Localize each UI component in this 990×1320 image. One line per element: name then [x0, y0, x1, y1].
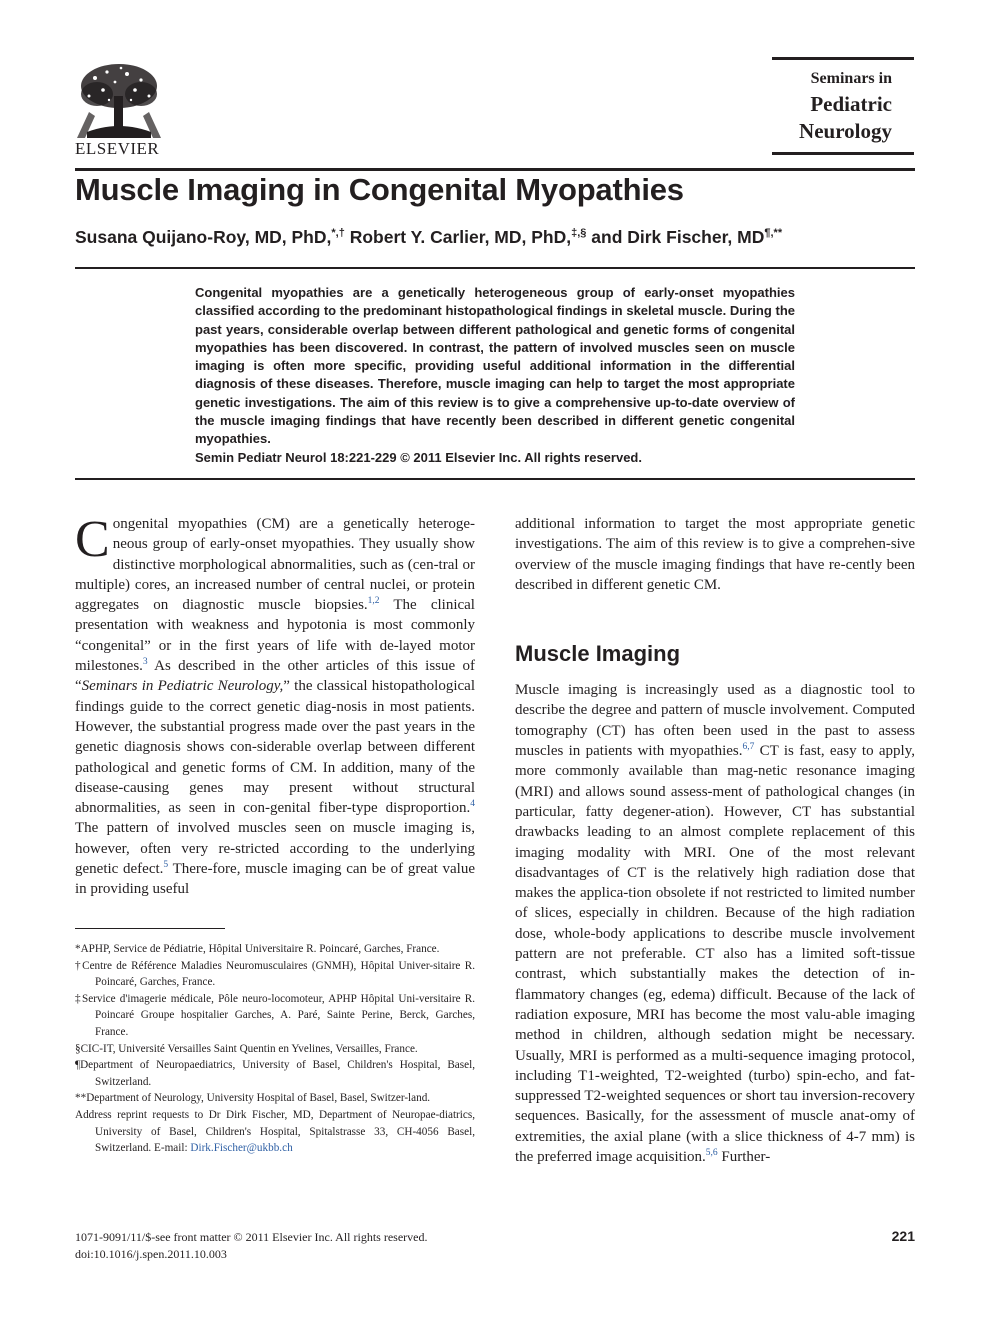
- footnote: *APHP, Service de Pédiatrie, Hôpital Universitaire R. Poincaré, Garches, France.: [75, 943, 440, 955]
- footnote: ‡Service d'imagerie médicale, Pôle neuro-locomoteur, APHP Hôpital Uni-versitaire R. Poincaré Groupe hospitalier Garches, A. Paré, Sainte Perine, Berck, Garches, France.: [75, 992, 475, 1038]
- footnote: †Centre de Référence Maladies Neuromusculaires (GNMH), Hôpital Univer-sitaire R. Poincaré, Garches, France.: [75, 959, 475, 989]
- publisher-name: ELSEVIER: [75, 139, 160, 158]
- author-affiliation-marks: ‡,§: [571, 227, 587, 239]
- body-text: ” the classical histopathological findings guide to the correct genetic diag-nosis in most patients. However, the substantial progress made over the past years in the genetic diagnosis shows con-siderable overlap between different pathological and genetic forms of CM. In addition, many of the disease-causing genes may present without structural abnormalities, as seen in con-genital fiber-type disproportion.: [75, 678, 476, 817]
- journal-name-line2: Neurology: [799, 119, 892, 143]
- footnote: §CIC-IT, Université Versailles Saint Quentin en Yvelines, Versailles, France.: [75, 1042, 418, 1055]
- body-text: There-fore, muscle imaging can be of great value in providing useful: [75, 861, 475, 898]
- reference-link[interactable]: 5,6: [705, 1148, 718, 1159]
- title-rule: [75, 267, 915, 269]
- page-footer: [75, 1229, 427, 1262]
- drop-cap: C: [75, 511, 110, 568]
- page-number: 221: [891, 1228, 915, 1244]
- author-name: and Dirk Fischer, MD: [586, 227, 765, 247]
- reference-link[interactable]: 5: [163, 860, 169, 871]
- citation-line: Semin Pediatr Neurol 18:221-229 © 2011 Elsevier Inc. All rights reserved.: [195, 449, 642, 465]
- intro-paragraph: [75, 511, 476, 900]
- journal-series: Seminars in: [810, 70, 892, 87]
- reprint-address: [75, 1107, 475, 1157]
- elsevier-logo: [75, 60, 165, 160]
- section-heading: Muscle Imaging: [515, 641, 681, 667]
- abstract: [195, 284, 795, 467]
- author-name: Robert Y. Carlier, MD, PhD,: [344, 227, 572, 247]
- body-text: The pattern of involved muscles seen on muscle imaging is, however, often very re-stricted according to the underlying genetic defect.: [75, 820, 475, 878]
- author-affiliation-marks: *,†: [331, 227, 345, 239]
- body-text: The clinical presentation with weakness and hypotonia is most commonly “congenital” or in the first years of life with de-layed motor milestones.: [75, 597, 475, 675]
- footnote: ¶Department of Neuropaediatrics, University of Basel, Children's Hospital, Basel, Switzerland.: [75, 1059, 475, 1088]
- tree-icon: [75, 60, 163, 138]
- intro-continuation: additional information to target the most appropriate genetic investigations. The aim of this review is to give a comprehen-sive overview of the muscle imaging findings that have re-cently been described in different genetic CM.: [515, 516, 915, 593]
- email-link[interactable]: Dirk.Fischer@ukbb.ch: [190, 1142, 293, 1155]
- author-affiliation-marks: ¶,**: [764, 227, 783, 239]
- top-rule: [75, 168, 915, 171]
- abstract-rule: [75, 478, 915, 480]
- journal-mention: Seminars in Pediatric Neurology,: [81, 678, 284, 695]
- muscle-imaging-paragraph: [515, 680, 915, 1167]
- reference-link[interactable]: 6,7: [742, 742, 755, 753]
- reference-link[interactable]: 4: [470, 799, 475, 810]
- body-column-right: [515, 514, 915, 1167]
- body-text: Muscle imaging is increasingly used as a diagnostic tool to describe the degree and pattern of muscle involvement. Computed tomography (CT) has often been used in the past to assess muscles in patients with myopathies.: [515, 682, 915, 760]
- article-title: Muscle Imaging in Congenital Myopathies: [75, 172, 684, 207]
- journal-masthead: [772, 57, 914, 155]
- abstract-text: Congenital myopathies are a genetically heterogeneous group of early-onset myopathies classified according to the predominant histopathological findings in skeletal muscle. During the past years, considerable overlap between different pathological and genetic forms of congenital myopathies has been discovered. In contrast, the pattern of involved muscles seen on muscle imaging is often more specific, providing useful additional information in the differential diagnosis of these diseases. Therefore, muscle imaging can help to target the most appropriate genetic investigations. The aim of this review is to give a comprehensive up-to-date overview of the muscle imaging findings that have recently been described in different genetic congenital myopathies.: [195, 285, 795, 447]
- affiliation-footnotes: [75, 941, 475, 1157]
- doi-line: doi:10.1016/j.spen.2011.10.003: [75, 1246, 227, 1261]
- body-text: CT is fast, easy to apply, more commonly available than mag-netic resonance imaging (MRI) and allows sound assess-ment of pathological changes (in particular, fatty degener-ation). However, CT has substantial drawbacks leading to an almost complete replacement of this imaging modality with MRI. One of the most relevant disadvantages of CT is the relatively high radiation dose that makes the applica-tion obsolete if not restricted to limited number of slices, especially in children. Because of the high radiation dose, whole-body applications to describe muscle involvement pattern are not preferable. CT also has a limited soft-tissue contrast, which substantially makes the detection of in-flammatory changes (eg, edema) difficult. Because of the lack of radiation exposure, MRI has become the most valu-able imaging method in children, although sedation might be necessary. Usually, MRI is performed as a multi-sequence imaging protocol, including T1-weighted, T2-weighted (turbo) spin-echo, and fat-suppressed T2-weighted sequences or short tau inversion-recovery sequences. Basically, for the assessment of muscle anat-omy of extremities, the axial plane (with a slice thickness of 4-7 mm) is the preferred image acquisition.: [515, 743, 915, 1166]
- footnote-text: Address reprint requests to Dr Dirk Fischer, MD, Department of Neuropae-diatrics, University of Basel, Children's Hospital, Spitalstrasse 33, CH-4056 Basel, Switzerland. E-mail:: [75, 1108, 475, 1155]
- body-text: As described in the other articles of this issue of “: [75, 658, 475, 695]
- reference-link[interactable]: 1,2: [367, 596, 380, 607]
- footnote-rule: [75, 928, 225, 929]
- author-list: [75, 227, 782, 248]
- body-column-left: [75, 511, 476, 900]
- author-name: Susana Quijano-Roy, MD, PhD,: [75, 227, 332, 247]
- journal-name-line1: Pediatric: [810, 92, 892, 116]
- footnote: **Department of Neurology, University Hospital of Basel, Basel, Switzer-land.: [75, 1092, 431, 1105]
- body-text: ongenital myopathies (CM) are a genetically heteroge-neous group of early-onset myopathies. They usually show distinctive morphological abnormalities, such as (cen-tral or multiple) cores, an increased number of central nuclei, or protein aggregates on diagnostic muscle biopsies.: [75, 516, 475, 614]
- copyright-line: 1071-9091/11/$-see front matter © 2011 Elsevier Inc. All rights reserved.: [75, 1230, 428, 1244]
- reference-link[interactable]: 3: [142, 657, 148, 668]
- body-text: Further-: [717, 1149, 771, 1166]
